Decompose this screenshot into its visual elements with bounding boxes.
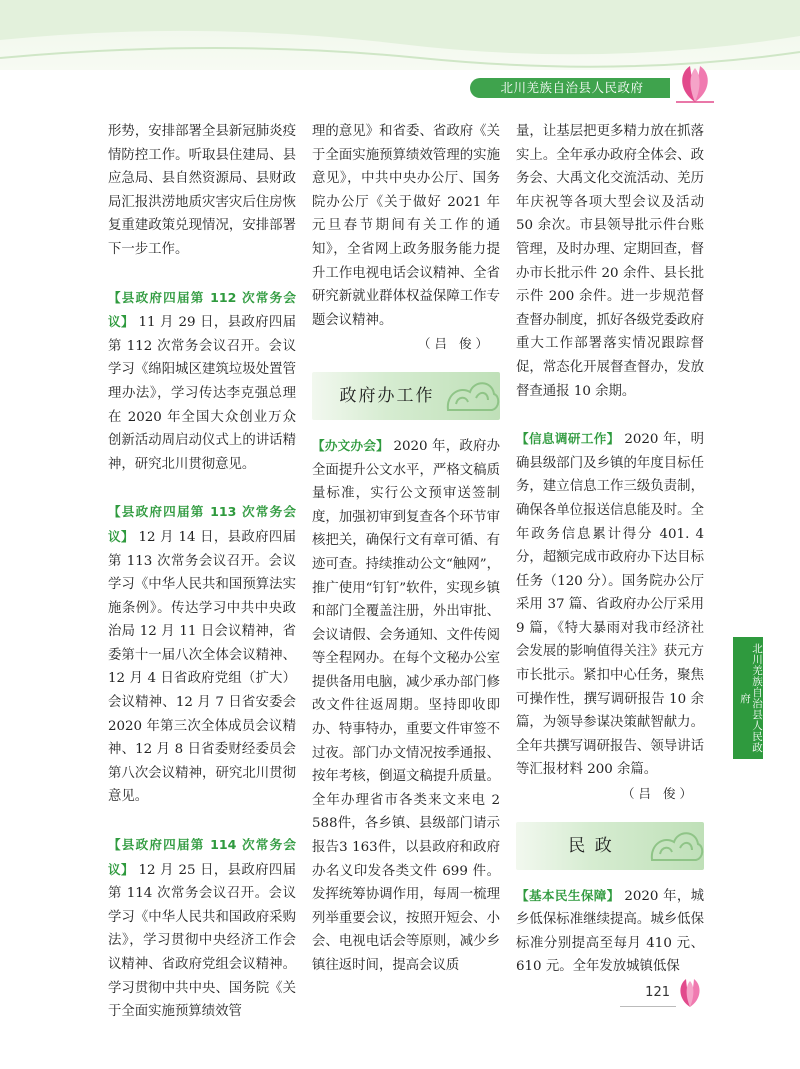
header-band: [0, 0, 800, 70]
flower-logo-icon: [670, 62, 720, 106]
section-banner: [516, 822, 704, 870]
banner-title: 民 政: [568, 835, 614, 856]
flower-logo-icon: [672, 975, 708, 1011]
section-heading: 【县政府四届第 112 次常务会议】: [108, 289, 296, 330]
cloud-ornament-icon: [440, 372, 500, 420]
paragraph: 理的意见》和省委、省政府《关于全面实施预算绩效管理的实施意见》，中共中央办公厅、国务院办公厅《关于做好 2021 年元旦春节期间有关工作的通知》，全省网上政务服务能力提升工作电视电话会议精神、全省研究新就业群体权益保障工作专题会议精神。: [312, 124, 500, 328]
section-heading: 【县政府四届第 113 次常务会议】: [108, 504, 296, 544]
section-body: 2020 年，明确县级部门及乡镇的年度目标任务，建立信息工作三级负责制，确保各单位报送信息能及时。全年政务信息累计得分 401. 4 分，超额完成市政府办下达目标任务（120 分）。国务院办公厅采用 37 篇、省政府办公厅采用 9 篇，《特大暴雨对我市经济社会发展的影响值得关注》获元方市长批示。紧扣中心任务，聚焦可操作性，撰写调研报告 10 余篇，为领导参谋决策献智献力。全年共撰写调研报告、领导讲话等汇报材料 200 余篇。: [516, 432, 704, 778]
section-body: 2020 年，政府办全面提升公文水平，严格文稿质量标准，实行公文预审送签制度，加强初审到复查各个环节审核把关，确保行文有章可循、有迹可查。持续推动公文“触网”，推广使用“钉钉”软件，实现乡镇和部门全覆盖注册，外出审批、会议请假、会务通知、文件传阅等全程网办。在每个文秘办公室提供备用电脑，减少承办部门修改文件往返周期。坚持即收即办、特事特办，重要文件审签不过夜。部门办文情况按季通报、按年考核，倒逼文稿提升质量。全年办理省市各类来文来电 2 588件，各乡镇、县级部门请示报告3 163件，以县政府和政府办名义印发各类文件 699 件。发挥统筹协调作用，每周一梳理列举重要会议，按照开短会、小会、电视电话会等原则，减少乡镇往返时间，提高会议质: [312, 438, 500, 973]
column-2: [312, 120, 500, 978]
section-body: 12 月 25 日，县政府四届第 114 次常务会议召开。会议学习《中华人民共和国政府采购法》，学习贯彻中央经济工作会议精神、省政府党组会议精神。学习贯彻中共中央、国务院《关于全面实施预算绩效管: [108, 862, 296, 1020]
header-wave-decoration: [0, 0, 800, 70]
paragraph: 量，让基层把更多精力放在抓落实上。全年承办政府全体会、政务会、大禹文化交流活动、羌历年庆祝等各项大型会议及活动 50 余次。市县领导批示件台账管理，及时办理、定期回查，督办市长批示件 20 余件、县长批示件 200 余件。进一步规范督查督办制度，抓好各级党委政府重大工作部署落实情况跟踪督促，常态化开展督查督办，发放督查通报 10 余期。: [516, 124, 704, 399]
banner-title: 政府办工作: [339, 385, 435, 406]
paragraph: [108, 286, 296, 477]
paragraph: [108, 833, 296, 1024]
section-heading: 【县政府四届第 114 次常务会议】: [108, 837, 296, 877]
cloud-ornament-icon: [644, 822, 704, 870]
paragraph: [516, 427, 704, 782]
side-tab-label: 北川羌族自治县人民政府: [739, 643, 763, 753]
section-heading: 【基本民生保障】: [516, 887, 620, 903]
paragraph: [312, 434, 500, 978]
section-banner: [312, 372, 500, 420]
paragraph: 形势，安排部署全县新冠肺炎疫情防控工作。听取县住建局、县应急局、县自然资源局、县财政局汇报洪涝地质灾害灾后住房恢复重建政策兑现情况，安排部署下一步工作。: [108, 124, 296, 257]
section-body: 12 月 14 日，县政府四届第 113 次常务会议召开。会议学习《中华人民共和国预算法实施条例》。传达学习中共中央政治局 12 月 11 日会议精神，省委第十一届八次全体会议精神、12 月 4 日省政府党组（扩大）会议精神、12 月 7 日省安委会 2020 年第三次全体成员会议精神、12 月 8 日省委财经委员会第八次会议精神，研究北川贯彻意见。: [108, 529, 296, 805]
column-1: [108, 120, 296, 1024]
paragraph: [108, 500, 296, 809]
section-heading: 【信息调研工作】: [516, 431, 620, 447]
page-number: 121: [645, 985, 670, 1000]
section-body: 2020 年，城乡低保标准继续提高。城乡低保标准分别提高至每月 410 元、610 元。全年发放城镇低保: [516, 888, 704, 975]
header-title: 北川羌族自治县人民政府: [500, 80, 644, 95]
page-divider: [620, 1006, 676, 1007]
author-credit: （吕 俊）: [418, 336, 492, 352]
author-credit: （吕 俊）: [622, 786, 696, 802]
column-3: [516, 120, 704, 979]
section-heading: 【办文办会】: [312, 437, 389, 453]
paragraph: [516, 884, 704, 979]
section-body: 11 月 29 日，县政府四届第 112 次常务会议召开。会议学习《绵阳城区建筑垃圾处置管理办法》，学习传达李克强总理在 2020 年全国大众创业万众创新活动周启动仪式上的讲话精神，研究北川贯彻意见。: [108, 315, 296, 472]
